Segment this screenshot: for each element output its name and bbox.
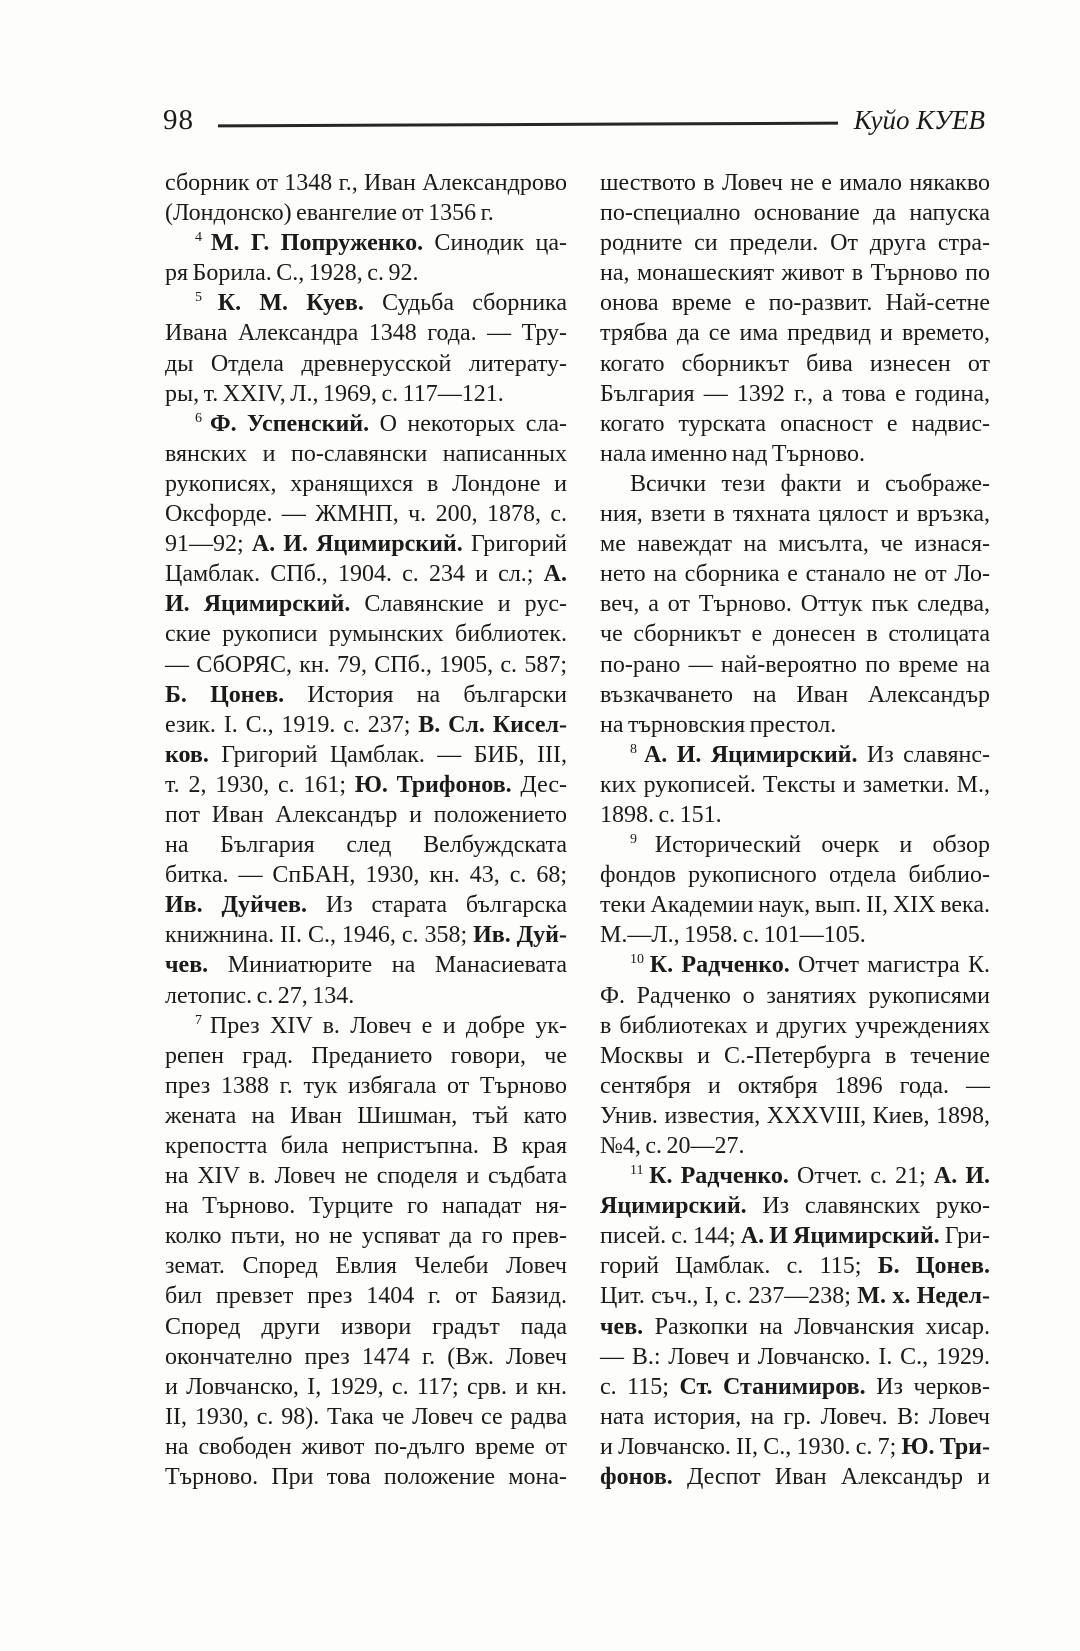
- text-line: Оксфорде. — ЖМНП, ч. 200, 1878, с.: [165, 501, 567, 528]
- text-line: Според други извори градът пада: [165, 1313, 567, 1340]
- text-line: по-рано — най-вероятно по време на: [600, 651, 990, 678]
- text-line: когато сборникът бива изнесен от: [600, 350, 990, 377]
- text-line: $^4$ М. Г. Попруженко. Синодик ца-: [195, 230, 567, 257]
- text-line: ния, взети в тяхната цялост и връзка,: [600, 501, 990, 528]
- footnote-marker: 6: [195, 410, 210, 426]
- text-line: вянских и по-славянски написанных: [165, 440, 567, 467]
- text-line: крепостта била непристъпна. В края: [165, 1133, 567, 1159]
- text-line: летопис. с. 27, 134.: [165, 982, 355, 1009]
- text-line: Ив. Дуйчев. Из старата българска: [165, 892, 567, 919]
- text-line: на XIV в. Ловеч не споделя и съдбата: [165, 1163, 567, 1190]
- text-line: Цит. съч., I, с. 237—238; М. х. Недел-: [600, 1283, 990, 1310]
- text-line: ря Борила. С., 1928, с. 92.: [165, 260, 419, 287]
- text-line: нето на сборника е станало не от Ло-: [600, 561, 990, 588]
- text-line: че сборникът е донесен в столицата: [600, 621, 990, 648]
- page-header: [163, 104, 985, 137]
- text-line: бил превзет през 1404 г. от Баязид.: [165, 1283, 567, 1310]
- text-line: 1898. с. 151.: [600, 801, 722, 828]
- text-line: земат. Според Евлия Челеби Ловеч: [165, 1253, 567, 1280]
- text-line: И. Яцимирский. Славянские и рус-: [165, 591, 567, 618]
- header-rule: [218, 122, 838, 128]
- text-line: сентября и октября 1896 года. —: [600, 1072, 990, 1099]
- text-line: (Лондонско) евангелие от 1356 г.: [165, 200, 494, 227]
- text-line: с. 115; Ст. Станимиров. Из черков-: [600, 1373, 991, 1400]
- text-line: $^5$ К. М. Куев. Судьба сборника: [195, 290, 568, 317]
- text-line: горий Цамблак. с. 115; Б. Цонев.: [600, 1253, 990, 1280]
- text-line: битка. — СпБАН, 1930, кн. 43, с. 68;: [165, 862, 567, 889]
- text-line: на свободен живот по-дълго време от: [165, 1433, 567, 1460]
- text-line: по-специално основание да напуска: [600, 200, 990, 227]
- text-line: ната история, на гр. Ловеч. В: Ловеч: [600, 1403, 990, 1430]
- text-line: — В.: Ловеч и Ловчанско. I. С., 1929.: [600, 1343, 990, 1370]
- text-line: книжнина. II. С., 1946, с. 358; Ив. Дуй-: [165, 922, 567, 949]
- text-line: колко пъти, но не успяват да го прев-: [165, 1223, 567, 1250]
- footnote-marker: 4: [195, 230, 211, 246]
- text-line: България — 1392 г., а това е година,: [600, 380, 990, 407]
- text-line: ды Отдела древнерусской литерату-: [165, 350, 567, 377]
- text-line: $^{11}$ К. Радченко. Отчет. с. 21; А. И.: [630, 1163, 991, 1190]
- page-number: 98: [163, 104, 194, 136]
- text-line: Цамблак. СПб., 1904. с. 234 и сл.; А.: [165, 561, 567, 588]
- text-line: М.—Л., 1958. с. 101—105.: [600, 922, 866, 949]
- text-line: Яцимирский. Из славянских руко-: [600, 1193, 990, 1220]
- footnote-marker: 11: [630, 1163, 650, 1179]
- text-line: ры, т. XXIV, Л., 1969, с. 117—121.: [165, 380, 504, 407]
- text-line: Всички тези факти и съображе-: [630, 470, 990, 497]
- text-line: сборник от 1348 г., Иван Александрово: [165, 170, 567, 196]
- text-line: $^{10}$ К. Радченко. Отчет магистра К.: [630, 952, 990, 979]
- text-line: Москвы и С.-Петербурга в течение: [600, 1042, 990, 1069]
- text-line: възкачването на Иван Александър: [600, 681, 990, 708]
- text-line: на Търново. Турците го нападат ня-: [165, 1193, 567, 1220]
- text-line: $^9$ Исторический очерк и обзор: [630, 832, 991, 859]
- text-line: ков. Григорий Цамблак. — БИБ, III,: [165, 741, 567, 768]
- text-body: [165, 168, 990, 1492]
- text-line: на търновския престол.: [600, 711, 837, 738]
- footnote-marker: 5: [195, 290, 218, 306]
- text-line: рукописях, хранящихся в Лондоне и: [165, 470, 567, 497]
- text-line: $^6$ Ф. Успенский. О некоторых сла-: [195, 410, 568, 437]
- text-line: $^8$ А. И. Яцимирский. Из славянс-: [630, 741, 991, 768]
- text-line: т. 2, 1930, с. 161; Ю. Трифонов. Дес-: [165, 771, 567, 798]
- text-line: жената на Иван Шишман, тъй като: [165, 1102, 567, 1129]
- text-line: Ивана Александра 1348 года. — Тру-: [165, 320, 567, 347]
- text-line: Унив. известия, XXXVIII, Киев, 1898,: [600, 1102, 990, 1129]
- text-line: окончателно през 1474 г. (Вж. Ловеч: [165, 1343, 567, 1370]
- text-line: Търново. При това положение мона-: [165, 1464, 567, 1491]
- text-line: нала именно над Търново.: [600, 440, 865, 467]
- text-line: репен град. Преданието говори, че: [165, 1042, 567, 1069]
- text-line: език. I. С., 1919. с. 237; В. Сл. Кисел-: [165, 711, 568, 738]
- left-column: [165, 168, 567, 1492]
- text-line: чев. Миниатюрите на Манасиевата: [165, 952, 567, 979]
- text-line: теки Академии наук, вып. II, XIX века.: [600, 892, 990, 919]
- text-line: писей. с. 144; А. И Яцимирский. Гри-: [600, 1223, 991, 1250]
- text-line: ких рукописей. Тексты и заметки. М.,: [600, 771, 990, 798]
- text-line: Б. Цонев. История на български: [165, 681, 567, 708]
- text-line: на, монашеският живот в Търново по: [600, 260, 990, 287]
- text-line: през 1388 г. тук избягала от Търново: [165, 1072, 567, 1099]
- text-line: и Ловчанско, I, 1929, с. 117; срв. и кн.: [165, 1373, 567, 1400]
- text-line: когато турската опасност е надвис-: [600, 410, 990, 437]
- text-line: №4, с. 20—27.: [600, 1133, 745, 1159]
- footnote-marker: 9: [630, 832, 655, 848]
- text-line: фонов. Деспот Иван Александър и: [600, 1464, 990, 1491]
- text-line: на България след Велбуждската: [165, 832, 567, 859]
- footnote-marker: 7: [195, 1012, 210, 1028]
- text-line: II, 1930, с. 98). Така че Ловеч се радва: [165, 1403, 567, 1430]
- text-line: Ф. Радченко о занятиях рукописями: [600, 982, 990, 1009]
- text-line: ские рукописи румынских библиотек.: [165, 621, 567, 648]
- footnote-marker: 8: [630, 741, 644, 757]
- text-line: ме навеждат на мисълта, че изнася-: [600, 531, 990, 558]
- footnote-marker: 10: [630, 952, 650, 968]
- text-line: шеството в Ловеч не е имало някакво: [600, 170, 990, 196]
- running-title: Куйо КУЕВ: [853, 105, 985, 135]
- text-line: — СбОРЯС, кн. 79, СПб., 1905, с. 587;: [165, 651, 567, 678]
- text-line: чев. Разкопки на Ловчанския хисар.: [600, 1313, 990, 1340]
- text-line: фондов рукописного отдела библио-: [600, 862, 990, 889]
- text-line: 91—92; А. И. Яцимирский. Григорий: [165, 531, 568, 558]
- text-line: родните си предели. От друга стра-: [600, 230, 990, 257]
- text-line: онова време е по-развит. Най-сетне: [600, 290, 990, 317]
- text-line: пот Иван Александър и положението: [165, 801, 567, 828]
- text-line: в библиотеках и других учреждениях: [600, 1012, 990, 1039]
- text-line: и Ловчанско. II, С., 1930. с. 7; Ю. Три-: [600, 1433, 990, 1460]
- text-line: $^7$ През XIV в. Ловеч е и добре ук-: [195, 1012, 568, 1039]
- text-line: веч, а от Търново. Оттук пък следва,: [600, 591, 990, 618]
- right-column: [600, 168, 990, 1492]
- text-line: трябва да се има предвид и времето,: [600, 320, 990, 347]
